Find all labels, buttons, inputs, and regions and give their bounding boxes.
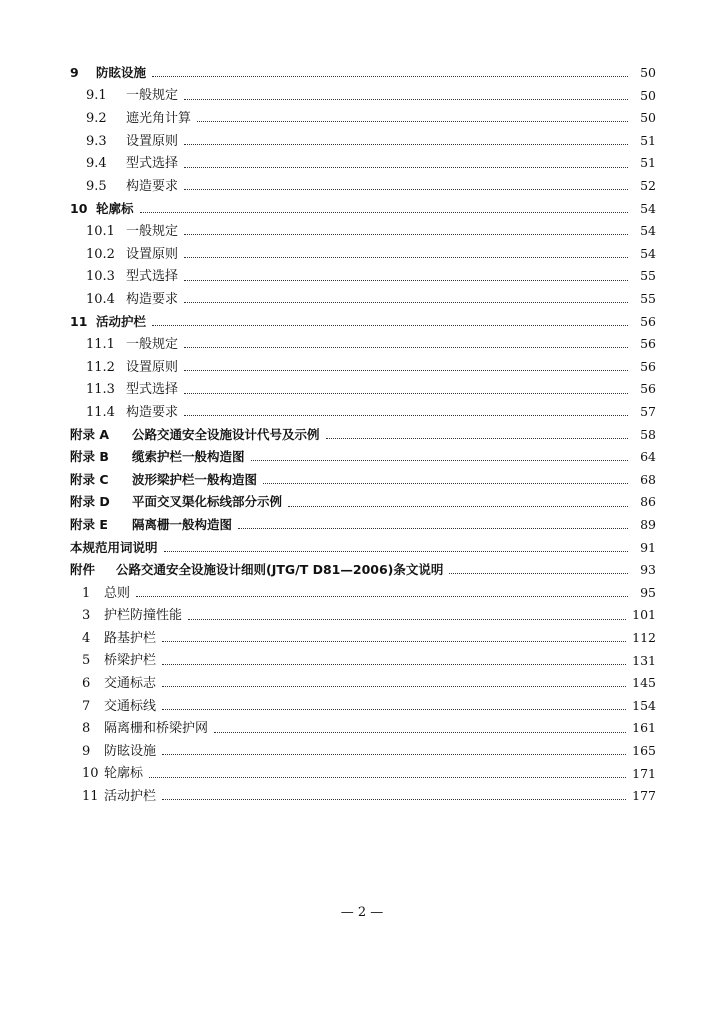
toc-entry-title: 轮廓标 — [96, 200, 134, 216]
toc-entry-page: 58 — [640, 426, 656, 442]
toc-entry-number: 10.1 — [86, 223, 115, 239]
toc-entry-page: 89 — [640, 517, 656, 533]
dot-leader — [184, 414, 628, 416]
toc-entry-title: 构造要求 — [126, 178, 179, 194]
toc-entry-page: 56 — [640, 358, 656, 374]
toc-entry-title: 隔离栅一般构造图 — [132, 517, 233, 533]
dot-leader — [238, 527, 628, 529]
dot-leader — [263, 482, 628, 484]
toc-entry[interactable] — [70, 356, 656, 379]
toc-entry-number: 11 — [82, 788, 99, 804]
dot-leader — [188, 618, 626, 620]
toc-entry-title: 型式选择 — [126, 156, 179, 172]
toc-entry-number: 8 — [82, 721, 91, 737]
toc-entry-title: 活动护栏 — [104, 788, 157, 804]
toc-entry-page: 131 — [632, 652, 656, 668]
toc-entry[interactable] — [70, 446, 656, 469]
toc-entry-number: 7 — [82, 698, 91, 714]
toc-entry-title: 设置原则 — [126, 359, 179, 375]
toc-entry-title: 护栏防撞性能 — [104, 608, 183, 624]
toc-entry[interactable] — [70, 717, 656, 740]
toc-entry-title: 一般规定 — [126, 223, 179, 239]
toc-entry-number: 11 — [70, 313, 88, 329]
toc-entry-number: 6 — [82, 675, 91, 691]
toc-entry[interactable] — [70, 265, 656, 288]
dot-leader — [197, 120, 628, 122]
toc-entry-number: 10.4 — [86, 291, 115, 307]
dot-leader — [251, 459, 628, 461]
dot-leader — [136, 595, 628, 597]
toc-entry-title: 总则 — [104, 585, 131, 601]
dot-leader — [184, 301, 628, 303]
toc-entry[interactable] — [70, 107, 656, 130]
dot-leader — [184, 188, 628, 190]
toc-entry-page: 161 — [632, 720, 656, 736]
dot-leader — [162, 753, 626, 755]
toc-entry-page: 50 — [640, 87, 656, 103]
toc-entry-number: 9.2 — [86, 110, 107, 126]
toc-entry-title: 一般规定 — [126, 88, 179, 104]
toc-entry-number: 9.3 — [86, 133, 107, 149]
toc-entry[interactable] — [70, 401, 656, 424]
toc-entry[interactable] — [70, 785, 656, 808]
toc-entry-page: 154 — [632, 697, 656, 713]
toc-entry-title: 遮光角计算 — [126, 110, 192, 126]
dot-leader — [326, 437, 628, 439]
toc-entry-title: 桥梁护栏 — [104, 653, 157, 669]
toc-entry-page: 93 — [640, 562, 656, 578]
page-number: — 2 — — [340, 905, 384, 920]
toc-entry-page: 91 — [640, 539, 656, 555]
toc-entry[interactable] — [70, 243, 656, 266]
toc-entry-title: 构造要求 — [126, 291, 179, 307]
toc-entry[interactable] — [70, 62, 656, 85]
toc-entry-number: 3 — [82, 608, 91, 624]
toc-entry-number: 9.1 — [86, 88, 107, 104]
toc-entry[interactable] — [70, 130, 656, 153]
toc-entry-title: 活动护栏 — [96, 313, 147, 329]
dot-leader — [162, 798, 626, 800]
toc-entry-title: 设置原则 — [126, 133, 179, 149]
toc-entry[interactable] — [70, 424, 656, 447]
toc-entry-title: 交通标志 — [104, 675, 157, 691]
dot-leader — [162, 708, 626, 710]
toc-entry-number: 附件 — [70, 562, 96, 578]
toc-entry[interactable] — [70, 650, 656, 673]
toc-entry-number: 附录 B — [70, 449, 109, 465]
toc-entry[interactable] — [70, 604, 656, 627]
toc-entry-number: 4 — [82, 630, 91, 646]
toc-entry-page: 50 — [640, 65, 656, 81]
dot-leader — [184, 166, 628, 168]
toc-entry-title: 平面交叉渠化标线部分示例 — [132, 494, 283, 510]
toc-entry[interactable] — [70, 740, 656, 763]
toc-entry[interactable] — [70, 311, 656, 334]
toc-entry[interactable] — [70, 627, 656, 650]
toc-entry-title: 防眩设施 — [96, 65, 147, 81]
dot-leader — [184, 392, 628, 394]
dot-leader — [288, 505, 628, 507]
toc-entry-title: 构造要求 — [126, 404, 179, 420]
toc-entry[interactable] — [70, 333, 656, 356]
toc-entry-page: 68 — [640, 471, 656, 487]
toc-entry-title: 交通标线 — [104, 698, 157, 714]
toc-entry-page: 56 — [640, 313, 656, 329]
toc-entry-number: 9.5 — [86, 178, 107, 194]
toc-entry[interactable] — [70, 763, 656, 786]
dot-leader — [184, 233, 628, 235]
toc-entry-page: 86 — [640, 494, 656, 510]
toc-entry-number: 10 — [82, 766, 99, 782]
toc-entry-page: 56 — [640, 381, 656, 397]
toc-entry-page: 54 — [640, 223, 656, 239]
toc-entry[interactable] — [70, 198, 656, 221]
toc-entry[interactable] — [70, 175, 656, 198]
toc-entry-number: 11.3 — [86, 382, 115, 398]
toc-entry-title: 波形梁护栏一般构造图 — [132, 471, 258, 487]
toc-entry-number: 10.3 — [86, 269, 115, 285]
dot-leader — [149, 776, 626, 778]
toc-entry-title: 型式选择 — [126, 382, 179, 398]
dot-leader — [449, 572, 628, 574]
toc-entry-number: 附录 E — [70, 517, 108, 533]
toc-entry-title: 防眩设施 — [104, 743, 157, 759]
dot-leader — [184, 143, 628, 145]
toc-entry[interactable] — [70, 469, 656, 492]
toc-entry[interactable] — [70, 152, 656, 175]
toc-entry-page: 64 — [640, 449, 656, 465]
dot-leader — [162, 640, 626, 642]
toc-entry-title: 轮廓标 — [104, 766, 144, 782]
toc-entry-page: 50 — [640, 110, 656, 126]
toc-entry-number: 9.4 — [86, 156, 107, 172]
toc-entry-page: 55 — [640, 291, 656, 307]
toc-entry-title: 公路交通安全设施设计代号及示例 — [132, 426, 320, 442]
toc-entry-title: 一般规定 — [126, 336, 179, 352]
toc-entry[interactable] — [70, 672, 656, 695]
dot-leader — [140, 211, 628, 213]
toc-entry-page: 171 — [632, 765, 656, 781]
toc-entry-page: 51 — [640, 132, 656, 148]
toc-entry[interactable] — [70, 537, 656, 560]
toc-entry-title: 型式选择 — [126, 269, 179, 285]
toc-entry-page: 165 — [632, 743, 656, 759]
toc-entry-title: 隔离栅和桥梁护网 — [104, 721, 209, 737]
dot-leader — [152, 324, 628, 326]
toc-entry-number: 10 — [70, 200, 88, 216]
dot-leader — [184, 98, 628, 100]
toc-entry-title: 本规范用词说明 — [70, 539, 158, 555]
dot-leader — [184, 279, 628, 281]
toc-entry[interactable] — [70, 559, 656, 582]
toc-entry[interactable] — [70, 491, 656, 514]
toc-entry-page: 54 — [640, 200, 656, 216]
dot-leader — [214, 731, 626, 733]
toc-entry-title: 路基护栏 — [104, 630, 157, 646]
toc-entry-number: 附录 A — [70, 426, 110, 442]
toc-entry-page: 101 — [632, 607, 656, 623]
dot-leader — [152, 75, 628, 77]
toc-entry-page: 55 — [640, 268, 656, 284]
toc-entry-page: 54 — [640, 245, 656, 261]
toc-entry-number: 5 — [82, 653, 91, 669]
toc-entry-number: 11.1 — [86, 336, 115, 352]
toc-entry[interactable] — [70, 514, 656, 537]
dot-leader — [164, 550, 628, 552]
dot-leader — [184, 346, 628, 348]
toc-entry[interactable] — [70, 85, 656, 108]
toc-entry[interactable] — [70, 220, 656, 243]
toc-entry-title: 公路交通安全设施设计细则(JTG/T D81—2006)条文说明 — [116, 562, 444, 578]
toc-entry[interactable] — [70, 288, 656, 311]
toc-entry-page: 112 — [632, 630, 656, 646]
toc-entry-number: 9 — [70, 65, 79, 81]
toc-entry-number: 附录 C — [70, 471, 109, 487]
dot-leader — [162, 663, 626, 665]
toc-entry-page: 51 — [640, 155, 656, 171]
toc-entry[interactable] — [70, 378, 656, 401]
toc-entry[interactable] — [70, 582, 656, 605]
toc-entry-number: 附录 D — [70, 494, 110, 510]
toc-entry-number: 11.2 — [86, 359, 115, 375]
toc-entry-number: 11.4 — [86, 404, 115, 420]
toc-entry-number: 9 — [82, 743, 91, 759]
toc-entry-page: 57 — [640, 404, 656, 420]
toc-entry-page: 177 — [632, 788, 656, 804]
dot-leader — [184, 369, 628, 371]
toc-entry-number: 10.2 — [86, 246, 115, 262]
toc-entry-title: 缆索护栏一般构造图 — [132, 449, 245, 465]
toc-entry-page: 145 — [632, 675, 656, 691]
toc-entry[interactable] — [70, 695, 656, 718]
toc-entry-page: 95 — [640, 584, 656, 600]
toc-entry-title: 设置原则 — [126, 246, 179, 262]
toc-entry-number: 1 — [82, 585, 91, 601]
dot-leader — [184, 256, 628, 258]
dot-leader — [162, 685, 626, 687]
toc-entry-page: 52 — [640, 178, 656, 194]
toc-entry-page: 56 — [640, 336, 656, 352]
